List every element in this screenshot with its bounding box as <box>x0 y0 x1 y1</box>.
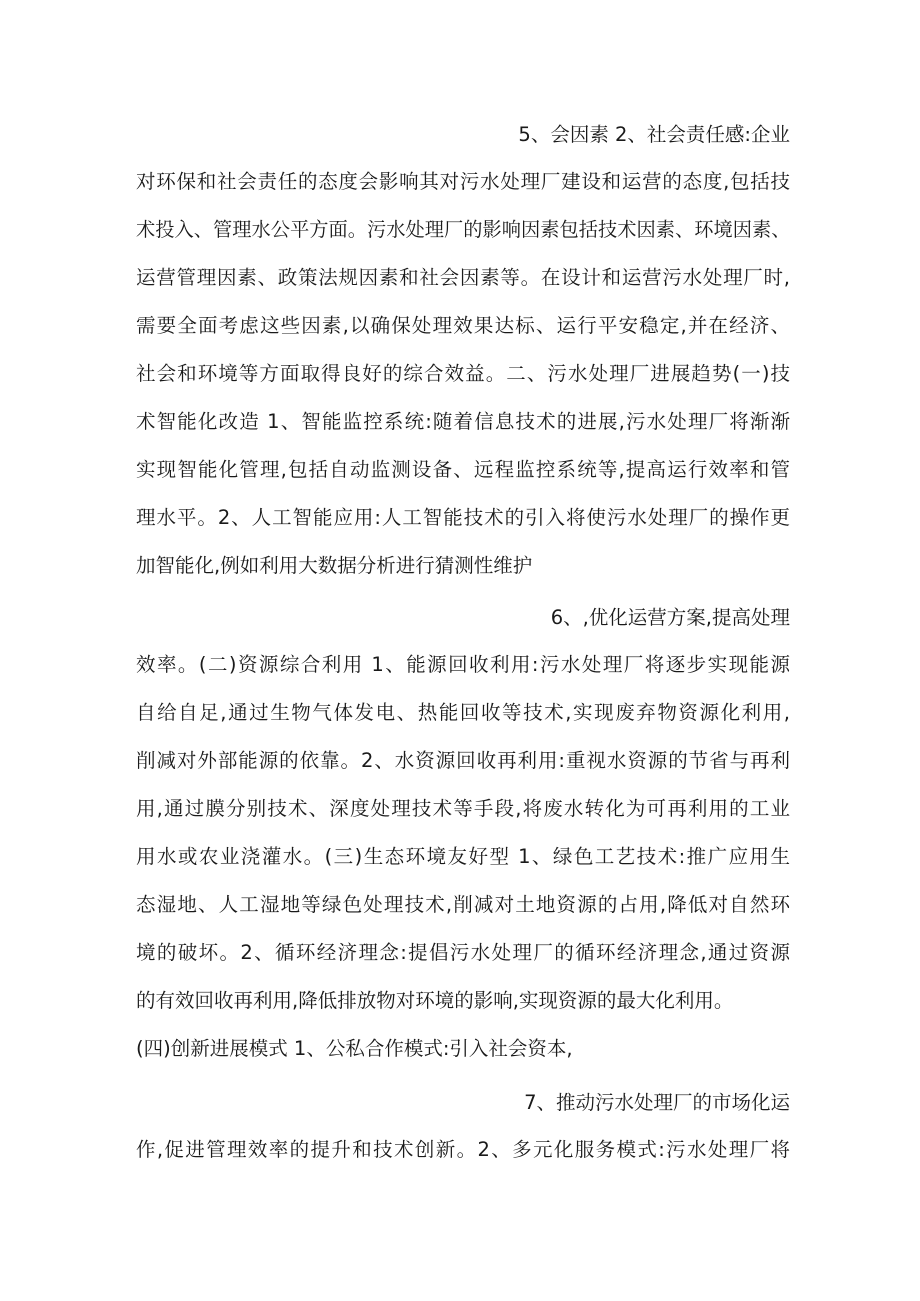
text-line: 对环保和社会责任的态度会影响其对污水处理厂建设和运营的态度,包括技 <box>136 170 790 193</box>
text-line: (四)创新进展模式 1、公私合作模式:引入社会资本, <box>136 1037 573 1060</box>
text-line: 削减对外部能源的依靠。2、水资源回收再利用:重视水资源的节省与再利 <box>136 749 790 772</box>
text-line: 用水或农业浇灌水。(三)生态环境友好型 1、绿色工艺技术:推广应用生 <box>136 845 790 868</box>
text-line: 5、会因素 2、社会责任感:企业 <box>518 123 790 146</box>
text-line: 态湿地、人工湿地等绿色处理技术,削减对土地资源的占用,降低对自然环 <box>136 893 790 916</box>
text-line: 7、推动污水处理厂的市场化运 <box>524 1091 790 1114</box>
text-line: 术智能化改造 1、智能监控系统:随着信息技术的进展,污水处理厂将渐渐 <box>136 410 790 433</box>
text-line: 6、,优化运营方案,提高处理 <box>550 606 790 629</box>
text-line: 自给自足,通过生物气体发电、热能回收等技术,实现废弃物资源化利用, <box>136 701 790 724</box>
text-line: 理水平。2、人工智能应用:人工智能技术的引入将使污水处理厂的操作更 <box>136 506 790 529</box>
text-line: 术投入、管理水公平方面。污水处理厂的影响因素包括技术因素、环境因素、 <box>136 218 791 241</box>
text-line: 境的破坏。2、循环经济理念:提倡污水处理厂的循环经济理念,通过资源 <box>136 941 790 964</box>
text-line: 实现智能化管理,包括自动监测设备、远程监控系统等,提高运行效率和管 <box>136 458 790 481</box>
text-line: 效率。(二)资源综合利用 1、能源回收利用:污水处理厂将逐步实现能源 <box>136 653 790 676</box>
text-line: 的有效回收再利用,降低排放物对环境的影响,实现资源的最大化利用。 <box>136 989 734 1012</box>
text-line: 社会和环境等方面取得良好的综合效益。二、污水处理厂进展趋势(一)技 <box>136 362 790 385</box>
text-line: 加智能化,例如利用大数据分析进行猜测性维护 <box>136 554 533 577</box>
text-line: 用,通过膜分别技术、深度处理技术等手段,将废水转化为可再利用的工业 <box>136 797 790 820</box>
text-line: 需要全面考虑这些因素,以确保处理效果达标、运行平安稳定,并在经济、 <box>136 314 790 337</box>
text-line: 运营管理因素、政策法规因素和社会因素等。在设计和运营污水处理厂时, <box>136 266 790 289</box>
text-line: 作,促进管理效率的提升和技术创新。2、多元化服务模式:污水处理厂将 <box>136 1138 790 1161</box>
